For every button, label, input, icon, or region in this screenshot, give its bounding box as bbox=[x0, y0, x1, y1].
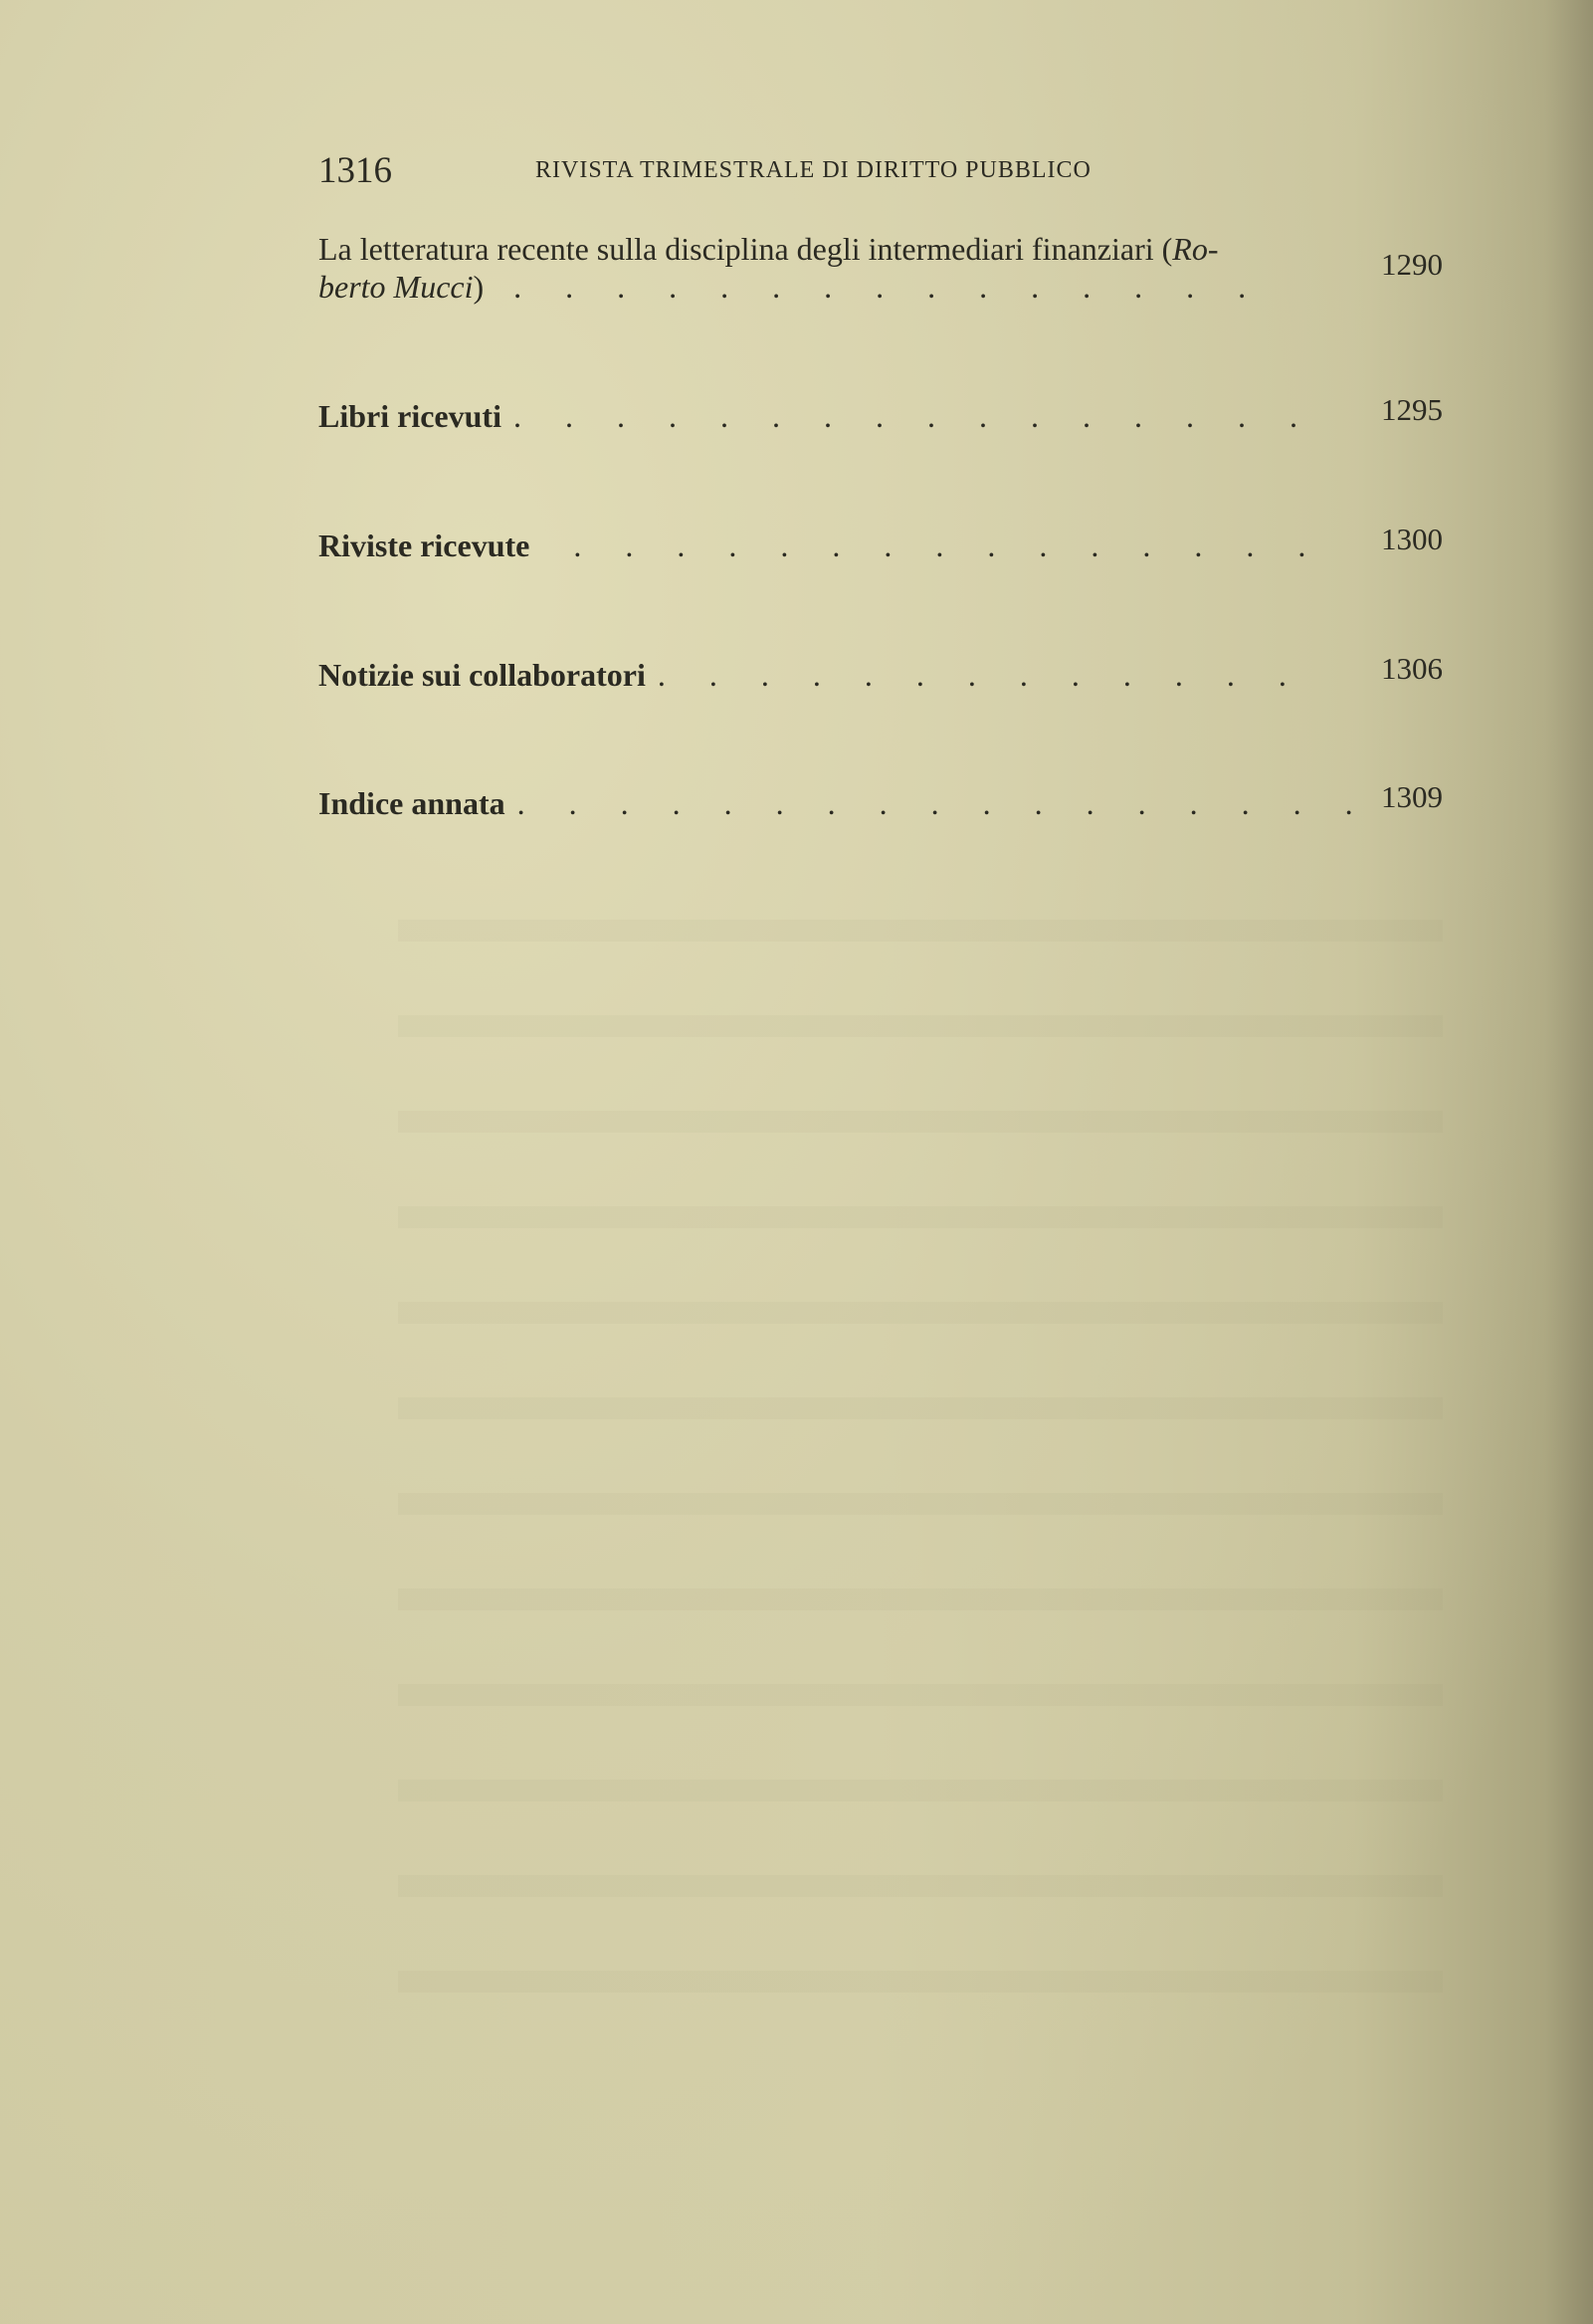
toc-entry-author: Ro- bbox=[1172, 231, 1219, 267]
toc-entry bbox=[318, 522, 1443, 567]
dot-leader: . . . . . . . . . . . . . . . . . bbox=[516, 785, 1371, 821]
toc-entry-title: Riviste ricevute bbox=[318, 528, 530, 563]
dot-leader: . . . . . . . . . . . . . bbox=[657, 657, 1304, 693]
toc-entry-title: Libri ricevuti bbox=[318, 398, 501, 434]
dot-leader: . . . . . . . . . . . . . . . . bbox=[512, 398, 1315, 434]
toc-entry bbox=[318, 231, 1443, 309]
running-title: RIVISTA TRIMESTRALE DI DIRITTO PUBBLICO bbox=[535, 157, 1092, 183]
toc-entry bbox=[318, 392, 1443, 438]
toc-entry-title: La letteratura recente sulla disciplina degli intermediari finanziari ( bbox=[318, 231, 1173, 267]
toc-entry-title-end: ) bbox=[473, 269, 485, 305]
toc-entry-line bbox=[318, 522, 1443, 567]
toc-entry-line bbox=[318, 392, 1443, 438]
toc-entry-title: Notizie sui collaboratori bbox=[318, 657, 646, 693]
toc-entry-line bbox=[318, 651, 1443, 697]
toc-entry-line bbox=[318, 779, 1443, 825]
page-header bbox=[318, 149, 1214, 199]
toc-entry bbox=[318, 779, 1443, 825]
toc-entry-author: berto Mucci bbox=[318, 269, 474, 305]
toc-entry-title: Indice annata bbox=[318, 785, 505, 821]
toc-entry-page: 1300 bbox=[1381, 522, 1443, 556]
toc-entry-page: 1309 bbox=[1381, 779, 1443, 814]
toc-entry bbox=[318, 651, 1443, 697]
dot-leader: . . . . . . . . . . . . . . . bbox=[573, 528, 1324, 563]
toc-entry-page: 1295 bbox=[1381, 392, 1443, 427]
toc-entry-line-1 bbox=[318, 231, 1443, 271]
dot-leader: . . . . . . . . . . . . . . . bbox=[513, 269, 1265, 305]
page-number: 1316 bbox=[318, 150, 392, 191]
show-through-shading bbox=[398, 876, 1443, 2020]
toc-entry-page: 1306 bbox=[1381, 651, 1443, 686]
toc-entry-page: 1290 bbox=[1381, 247, 1443, 282]
